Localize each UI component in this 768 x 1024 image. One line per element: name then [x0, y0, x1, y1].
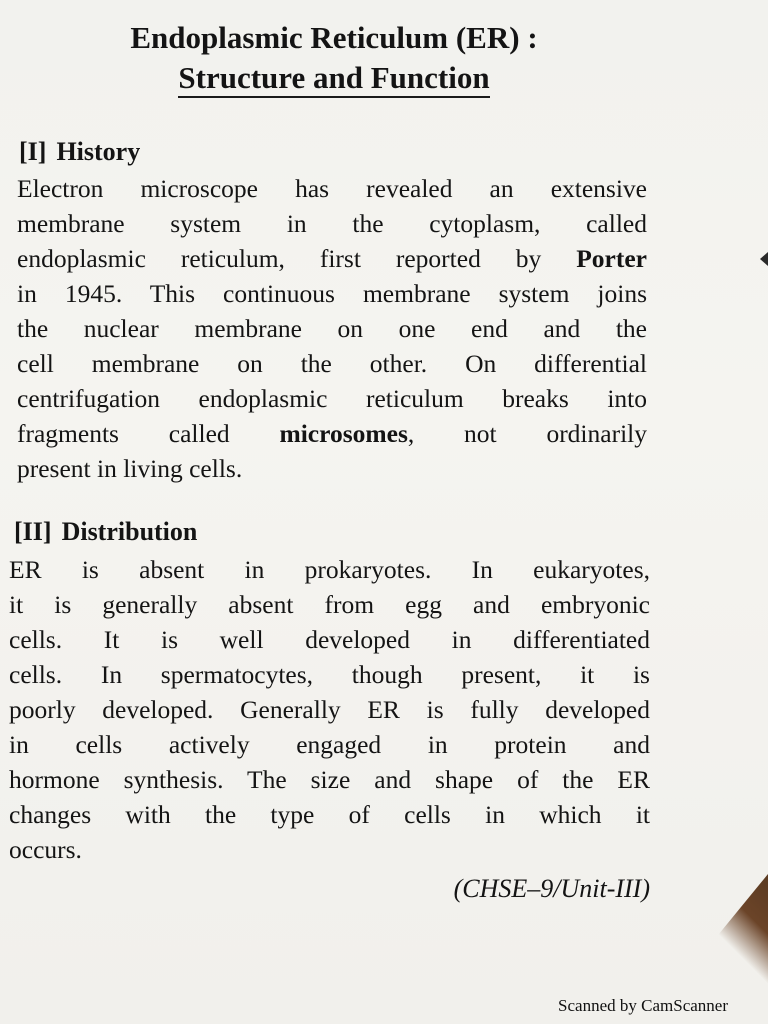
paragraph-line: membrane system in the cytoplasm, called: [17, 209, 647, 238]
page-title-line-1: Endoplasmic Reticulum (ER) :: [130, 20, 538, 55]
paragraph-line: in 1945. This continuous membrane system joins: [17, 279, 647, 308]
paragraph-line: in cells actively engaged in protein and: [9, 730, 650, 759]
line-segment: endoplasmic reticulum, first reported by: [17, 244, 577, 273]
paragraph-line: [17, 241, 647, 276]
section-number: [I]: [19, 137, 47, 166]
page-title-line-2: [0, 58, 668, 98]
paragraph-line: occurs.: [9, 835, 82, 864]
paragraph-line: cells. In spermatocytes, though present, it is: [9, 660, 650, 689]
paragraph-line: it is generally absent from egg and embryonic: [9, 590, 650, 619]
line-segment: , not ordinarily: [407, 419, 647, 448]
paragraph-line: the nuclear membrane on one end and the: [17, 314, 647, 343]
paragraph-line: hormone synthesis. The size and shape of the ER: [9, 765, 650, 794]
section-heading-distribution: [14, 517, 197, 547]
line-segment: fragments called: [17, 419, 280, 448]
scanner-watermark: Scanned by CamScanner: [558, 996, 728, 1015]
section-title: History: [56, 137, 141, 166]
paragraph-line: ER is absent in prokaryotes. In eukaryotes,: [9, 555, 650, 584]
source-citation: (CHSE–9/Unit-III): [453, 874, 650, 903]
distribution-paragraph: [9, 552, 650, 867]
section-heading-history: [19, 137, 140, 167]
paragraph-line: [17, 416, 647, 451]
paragraph-line: cell membrane on the other. On differential: [17, 349, 647, 378]
paragraph-line: changes with the type of cells in which it: [9, 800, 650, 829]
page-corner-shadow: [678, 874, 768, 984]
section-title: Distribution: [61, 517, 198, 546]
paragraph-line: centrifugation endoplasmic reticulum breaks into: [17, 384, 647, 413]
bold-term: microsomes: [279, 419, 408, 448]
paragraph-line: present in living cells.: [17, 454, 243, 483]
history-paragraph: [17, 171, 647, 486]
paragraph-line: poorly developed. Generally ER is fully developed: [9, 695, 650, 724]
paragraph-line: Electron microscope has revealed an extensive: [17, 174, 647, 203]
page-title-line-2-text: Structure and Function: [178, 60, 489, 98]
section-number: [II]: [14, 517, 52, 546]
paragraph-line: cells. It is well developed in differentiated: [9, 625, 650, 654]
bold-term: Porter: [576, 244, 647, 273]
page-edge-mark: [760, 252, 768, 266]
